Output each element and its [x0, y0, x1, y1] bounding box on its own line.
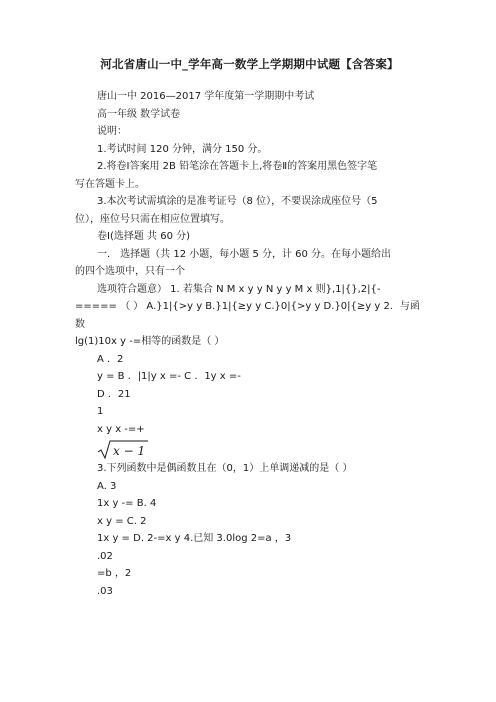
text-line: A ．2	[97, 353, 124, 365]
text-line: 唐山一中 2016—2017 学年度第一学期期中考试	[97, 91, 315, 102]
radicand-text: x − 1	[113, 443, 146, 458]
text-line: 写在答题卡上。	[75, 178, 145, 190]
text-line: .02	[97, 550, 113, 562]
text-line: y = B ．|1|y x =- C ．1y x =-	[97, 371, 241, 382]
text-line: .03	[97, 585, 113, 597]
sqrt-formula	[75, 438, 424, 460]
text-line: 1x y -= B. 4	[97, 498, 157, 509]
text-line: 1.考试时间 120 分钟，满分 150 分。	[97, 143, 268, 155]
text-line: lg(1)10x y -=相等的函数是（ ）	[75, 336, 225, 347]
text-line: 选项符合题意） 1. 若集合 N M x y y N y y M x 则},1|{},2|{-	[97, 283, 381, 295]
text-line: D ．21	[97, 388, 131, 400]
text-line: 的四个选项中，只有一个	[75, 266, 185, 277]
text-line: 3.下列函数中是偶函数且在（0，1）上单调递减的是（ ）	[97, 463, 353, 474]
document-title: 河北省唐山一中_学年高一数学上学期期中试题【含答案】	[100, 57, 399, 71]
radical-sign-icon	[97, 439, 149, 461]
text-line: 一． 选择题（共 12 小题，每小题 5 分，计 60 分。在每小题给出	[97, 248, 392, 260]
text-line: x y x -=+	[97, 423, 145, 435]
text-line: 卷Ⅰ(选择题 共 60 分)	[97, 231, 191, 242]
text-line: 高一年级 数学试卷	[97, 108, 181, 120]
text-line: 说明：	[97, 126, 127, 137]
text-line: ===== （ ） A.}1|{>y y B.}1|{≥y y C.}0|{>y y D.}0|{≥y y 2．与函数	[75, 301, 420, 330]
text-line: =b ，2	[97, 568, 132, 579]
text-line: 1	[97, 406, 104, 417]
text-line: A. 3	[97, 480, 117, 492]
text-line: 2.将卷Ⅰ答案用 2B 铅笔涂在答题卡上,将卷Ⅱ的答案用黑色签字笔	[97, 161, 378, 172]
text-line: 位），座位号只需在相应位置填写。	[75, 213, 230, 225]
text-line: x y = C. 2	[97, 515, 147, 527]
text-line: 3.本次考试需填涂的是准考证号（8 位），不要误涂成座位号（5	[97, 196, 378, 207]
text-line: 1x y = D. 2-=x y 4.已知 3.0log 2=a ，3	[97, 533, 292, 544]
